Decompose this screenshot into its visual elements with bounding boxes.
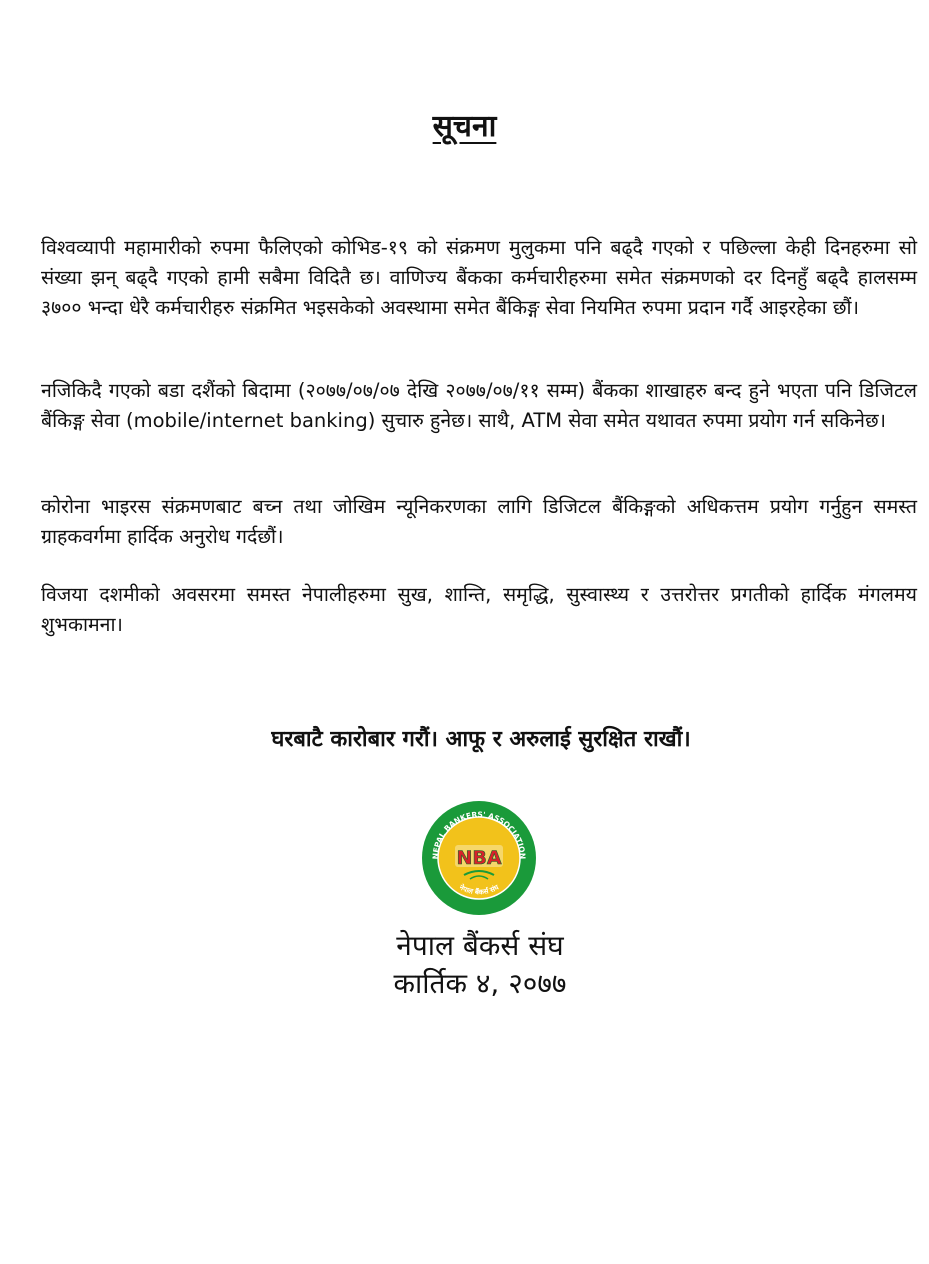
document-date: कार्तिक ४, २०७७: [393, 967, 567, 1000]
logo-ring-english-text: NEPAL BANKERS' ASSOCIATION: [430, 809, 528, 860]
paragraph-covid-situation: विश्वव्यापी महामारीको रुपमा फैलिएको कोभिड-१९ को संक्रमण मुलुकमा पनि बढ्दै गएको र पछिल्ला केही दिनहरुमा सो संख्या झन् बढ्दै गएको हामी सबैमा विदितै छ। वाणिज्य बैंकका कर्मचारीहरुमा समेत संक्रमणको दर दिनहुँ बढ्दै हालसम्म ३७०० भन्दा धेरै कर्मचारीहरु संक्रमित भइसकेको अवस्थामा समेत बैंकिङ्ग सेवा नियमित रुपमा प्रदान गर्दै आइरहेका छौं।: [41, 236, 917, 319]
logo-abbreviation: NBA: [456, 847, 502, 869]
notice-title: [0, 104, 929, 145]
paragraph-holiday-services: नजिकिदै गएको बडा दशैंको बिदामा (२०७७/०७/०७ देखि २०७७/०७/११ सम्म) बैंकका शाखाहरु बन्द हुने भएता पनि डिजिटल बैंकिङ्ग सेवा (mobile/internet banking) सुचारु हुनेछ। साथै, ATM सेवा समेत यथावत रुपमा प्रयोग गर्न सकिनेछ।: [41, 379, 917, 432]
paragraph-digital-banking-request: कोरोना भाइरस संक्रमणबाट बच्न तथा जोखिम न्यूनिकरणका लागि डिजिटल बैंकिङ्गको अधिकत्तम प्रयोग गर्नुहुन समस्त ग्राहकवर्गमा हार्दिक अनुरोध गर्दछौं।: [41, 495, 917, 548]
logo-ring-nepali-text: नेपाल बैंकर्स संघ: [457, 883, 501, 897]
nba-logo: [420, 799, 538, 917]
paragraph-dashain-greetings: विजया दशमीको अवसरमा समस्त नेपालीहरुमा सुख, शान्ति, समृद्धि, सुस्वास्थ्य र उत्तरोत्तर प्रगतीको हार्दिक मंगलमय शुभकामना।: [41, 583, 917, 636]
organization-name: नेपाल बैंकर्स संघ: [396, 929, 564, 962]
notice-title-text: सूचना: [432, 109, 497, 144]
slogan: घरबाटै कारोबार गरौं। आफू र अरुलाई सुरक्षित राखौं।: [271, 727, 691, 752]
